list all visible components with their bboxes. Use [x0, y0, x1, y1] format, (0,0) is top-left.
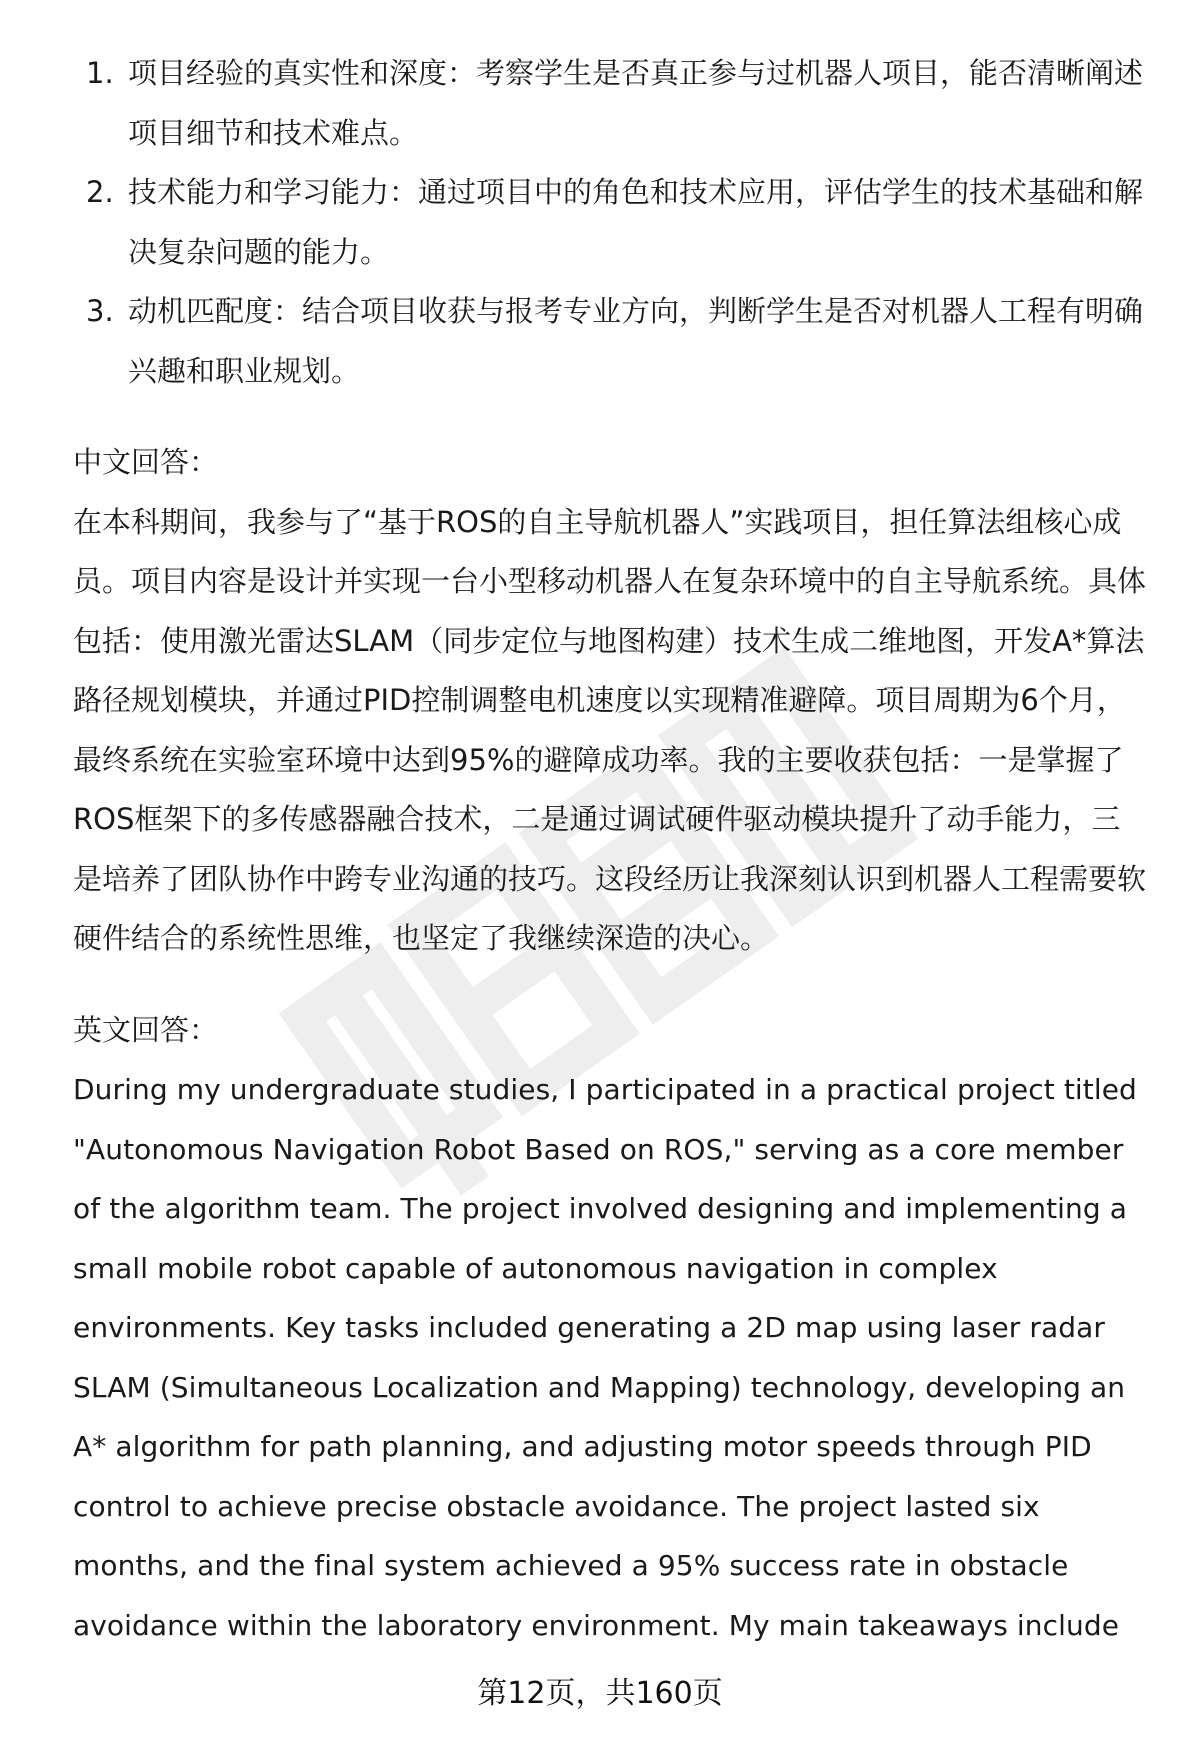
chinese-answer-body: 在本科期间，我参与了“基于ROS的自主导航机器人”实践项目，担任算法组核心成员。项目内容是设计并实现一台小型移动机器人在复杂环境中的自主导航系统。具体包括：使用激光雷达SLAM（同步定位与地图构建）技术生成二维地图，开发A*算法路径规划模块，并通过PID控制调整电机速度以实现精准避障。项目周期为6个月，最终系统在实验室环境中达到95%的避障成功率。我的主要收获包括：一是掌握了ROS框架下的多传感器融合技术，二是通过调试硬件驱动模块提升了动手能力，三是培养了团队协作中跨专业沟通的技巧。这段经历让我深刻认识到机器人工程需要软硬件结合的系统性思维，也坚定了我继续深造的决心。 [73, 504, 1147, 955]
criteria-text: 动机匹配度：结合项目收获与报考专业方向，判断学生是否对机器人工程有明确兴趣和职业规划。 [128, 294, 1144, 388]
criteria-text: 项目经验的真实性和深度：考察学生是否真正参与过机器人项目，能否清晰阐述项目细节和技术难点。 [128, 56, 1144, 150]
criteria-text: 技术能力和学习能力：通过项目中的角色和技术应用，评估学生的技术基础和解决复杂问题的能力。 [128, 175, 1144, 269]
criteria-number: 3. [86, 294, 114, 328]
page-content [73, 44, 1148, 1655]
page-number: 第12页，共160页 [477, 1676, 723, 1711]
chinese-answer-heading: 中文回答： [73, 445, 219, 479]
criteria-item [73, 163, 1148, 282]
english-answer-heading: 英文回答： [73, 1012, 219, 1047]
evaluation-criteria-list [73, 44, 1148, 401]
criteria-number: 1. [86, 56, 114, 90]
criteria-item [73, 44, 1148, 163]
english-answer-body: During my undergraduate studies, I participated in a practical project titled "Autonomous Navigation Robot Based on ROS," serving as a core member of the algorithm team. The project involved designing and implementing a small mobile robot capable of autonomous navigation in complex environments. Key tasks included generating a 2D map using laser radar SLAM (Simultaneous Localization and Mapping) technology, developing an A* algorithm for path planning, and adjusting motor speeds through PID control to achieve precise obstacle avoidance. The project lasted six months, and the final system achieved a 95% success rate in obstacle avoidance within the laboratory environment. My main takeaways include [73, 1073, 1137, 1642]
criteria-number: 2. [86, 175, 114, 209]
criteria-item [73, 282, 1148, 401]
